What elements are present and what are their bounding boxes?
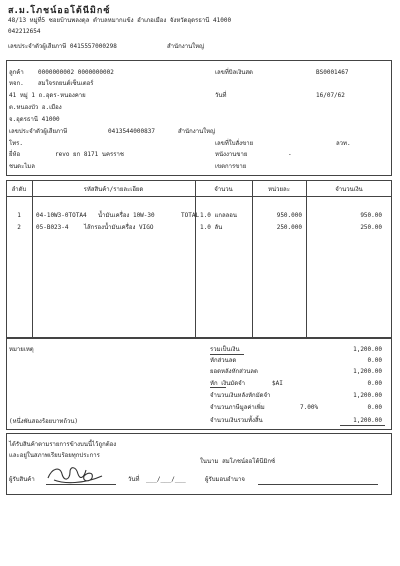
items-table — [6, 180, 392, 338]
discount-underline — [210, 354, 244, 355]
customer-name-label: หจก. — [9, 80, 24, 87]
company-tax-id: เลขประจำตัวผู้เสียภาษี 0415557000298 — [8, 43, 117, 50]
col-divider — [195, 180, 196, 338]
mileage-label: ชนดะไมล — [9, 163, 35, 170]
doc-no-label: เลขที่บิลเงินสด — [215, 69, 253, 76]
row-2-desc: ไส้กรองน้ำมันเครื่อง VIGO — [84, 224, 154, 231]
th-unit-price: หน่วยละ — [268, 186, 290, 193]
ref-label: เลขที่ใบสั่งขาย — [215, 140, 254, 147]
row-2-amount: 250.00 — [360, 224, 382, 231]
th-amount: จำนวนเงิน — [335, 186, 363, 193]
for-company: ในนาม สมโภชน์ออโต้นีมิกซ์ — [200, 458, 276, 465]
amount-in-words: (หนึ่งพันสองร้อยบาทถ้วน) — [9, 418, 79, 425]
row-1-amount: 950.00 — [360, 212, 382, 219]
customer-tax-id: 0413544000837 — [108, 128, 155, 135]
grand-total-value: 1,200.00 — [353, 417, 382, 424]
total-underline — [340, 425, 385, 426]
customer-branch: สำนักงานใหญ่ — [178, 128, 216, 135]
th-description: รหัสสินค้า/รายละเอียด — [83, 186, 144, 193]
after-discount-label: ยอดหลังหักส่วนลด — [210, 368, 258, 375]
signature-mark — [44, 462, 106, 486]
discount-label: หักส่วนลด — [210, 357, 237, 364]
receive-date-blank: ___/___/___ — [146, 476, 186, 483]
grand-total-label: จำนวนเงินรวมทั้งสิ้น — [210, 417, 263, 424]
deposit-underline — [210, 387, 226, 388]
row-2-qty: 1.0 ลัน — [200, 224, 223, 231]
col-divider — [306, 180, 307, 338]
receiver-label: ผู้รับสินค้า — [9, 476, 35, 483]
vat-rate: 7.00% — [300, 404, 319, 411]
row-2-price: 250.000 — [276, 224, 302, 231]
customer-code: 0000000002 0000000002 — [38, 69, 114, 76]
row-1-desc: น้ำมันเครื่อง 10W-30 — [98, 212, 155, 219]
row-1-no: 1 — [17, 212, 21, 219]
row-2-no: 2 — [17, 224, 21, 231]
col-divider — [252, 180, 253, 338]
th-no: ลำดับ — [11, 186, 27, 193]
vehicle-label: ยี่ห้อ — [9, 151, 21, 158]
customer-tel-label: โทร. — [9, 140, 24, 147]
row-1-qty: 1.0 แกลลอน — [200, 212, 238, 219]
row-1-code: 04-10W3-0TOTA4 — [36, 212, 87, 219]
subtotal-value: 1,200.00 — [353, 346, 382, 353]
row-2-code: 05-B023-4 — [36, 224, 69, 231]
doc-date: 16/07/62 — [316, 92, 345, 99]
customer-address-3: จ.อุดรธานี 41000 — [9, 116, 60, 123]
vat-label: จำนวนภาษีมูลค่าเพิ่ม — [210, 404, 265, 411]
deposit-value: 0.00 — [367, 380, 382, 387]
after-deposit-value: 1,200.00 — [353, 392, 382, 399]
discount-value: 0.00 — [367, 357, 382, 364]
deposit-label: หัก เงินมัดจำ — [210, 380, 246, 387]
vehicle-value: revo ยก 8171 นครราช — [55, 151, 124, 158]
remark-label: หมายเหตุ — [9, 346, 34, 353]
customer-address-1: 41 หมู่ 1 ถ.อุดร-หนองคาย — [9, 92, 86, 99]
after-discount-value: 1,200.00 — [353, 368, 382, 375]
authorized-label: ผู้รับมอบอำนาจ — [205, 476, 245, 483]
company-phone: 042212654 — [8, 28, 41, 35]
col-divider — [32, 180, 33, 338]
ref-extra: ลวท. — [336, 140, 351, 147]
sales-area-label: เขตการขาย — [215, 163, 247, 170]
customer-address-2: ต.หนองบัว อ.เมือง — [9, 104, 62, 111]
deposit-extra: $AI — [272, 380, 283, 387]
salesman-dash: - — [288, 151, 292, 158]
receive-date-label: วันที่ — [128, 476, 140, 483]
authorized-signature-line — [258, 484, 378, 485]
receipt-note-1: ได้รับสินค้าตามรายการข้างบนนี้ไว้ถูกต้อง — [9, 441, 117, 448]
row-1-price: 950.000 — [276, 212, 302, 219]
salesman-label: หนังงานขาย — [215, 151, 248, 158]
th-qty: จำนวน — [214, 186, 233, 193]
customer-tax-label: เลขประจำตัวผู้เสียภาษี — [9, 128, 68, 135]
row-1-brand: TOTAL — [181, 212, 200, 219]
company-branch: สำนักงานใหญ่ — [167, 43, 205, 50]
customer-box — [6, 60, 392, 176]
receipt-note-2: และอยู่ในสภาพเรียบร้อยทุกประการ — [9, 452, 100, 459]
date-label: วันที่ — [215, 92, 227, 99]
customer-name: สมใจรถยนต์เซ็นเตอร์ — [38, 80, 94, 87]
company-name: ส.ม.โภชน์ออโต้นีมิกซ์ — [8, 6, 111, 16]
customer-code-label: ลูกค้า — [9, 69, 24, 76]
subtotal-label: รวมเป็นเงิน — [210, 346, 240, 353]
after-deposit-label: จำนวนเงินหลังหักมัดจำ — [210, 392, 271, 399]
table-header-rule — [6, 196, 392, 197]
vat-value: 0.00 — [367, 404, 382, 411]
doc-no: BS0001467 — [316, 69, 349, 76]
company-address: 48/13 หมู่ที่5 ซอยบ้านพลงดุล ตำบลหมากแข้ง อำเภอเมือง จังหวัดอุดรธานี 41000 — [8, 17, 232, 24]
